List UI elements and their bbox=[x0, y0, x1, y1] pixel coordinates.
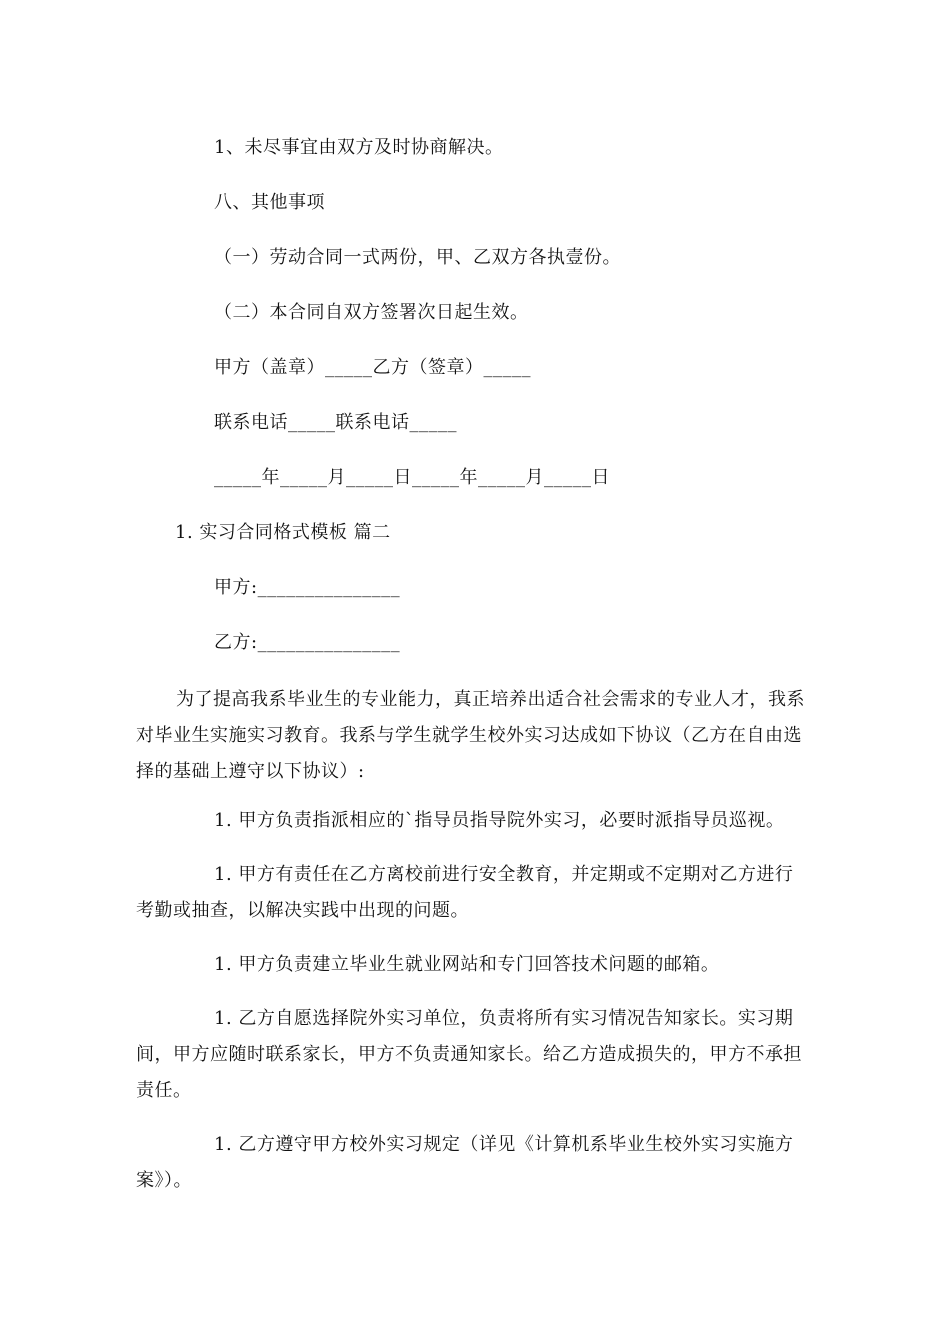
clause-unresolved-matters: 1、未尽事宜由双方及时协商解决。 bbox=[214, 137, 504, 158]
party-a-field: 甲方:_______________ bbox=[214, 577, 401, 598]
clause-effective-date: （二）本合同自双方签署次日起生效。 bbox=[214, 302, 529, 323]
signature-line: 甲方（盖章）_____乙方（签章）_____ bbox=[214, 357, 531, 378]
clause-safety-education: 1. 甲方有责任在乙方离校前进行安全教育，并定期或不定期对乙方进行考勤或抽查，以解决实践中出现的问题。 bbox=[136, 864, 794, 921]
intro-paragraph: 为了提高我系毕业生的专业能力，真正培养出适合社会需求的专业人才，我系对毕业生实施实习教育。我系与学生就学生校外实习达成如下协议（乙方在自由选择的基础上遵守以下协议）: bbox=[136, 689, 805, 782]
clause-internship-unit-choice: 1. 乙方自愿选择院外实习单位，负责将所有实习情况告知家长。实习期间，甲方应随时联系家长，甲方不负责通知家长。给乙方造成损失的，甲方不承担责任。 bbox=[136, 1008, 802, 1101]
clause-instructor-assignment: 1. 甲方负责指派相应的`指导员指导院外实习，必要时派指导员巡视。 bbox=[214, 810, 785, 831]
contact-phone-line: 联系电话_____联系电话_____ bbox=[214, 412, 457, 433]
section-heading-other-matters: 八、其他事项 bbox=[214, 192, 325, 213]
clause-internship-regulations: 1. 乙方遵守甲方校外实习规定（详见《计算机系毕业生校外实习实施方案》）。 bbox=[136, 1134, 794, 1191]
date-line: _____年_____月_____日_____年_____月_____日 bbox=[214, 467, 610, 488]
clause-contract-copies: （一）劳动合同一式两份，甲、乙双方各执壹份。 bbox=[214, 247, 621, 268]
clause-employment-website: 1. 甲方负责建立毕业生就业网站和专门回答技术问题的邮箱。 bbox=[214, 954, 720, 975]
section-title-template-two: 1. 实习合同格式模板 篇二 bbox=[175, 522, 391, 543]
party-b-field: 乙方:_______________ bbox=[214, 632, 401, 653]
